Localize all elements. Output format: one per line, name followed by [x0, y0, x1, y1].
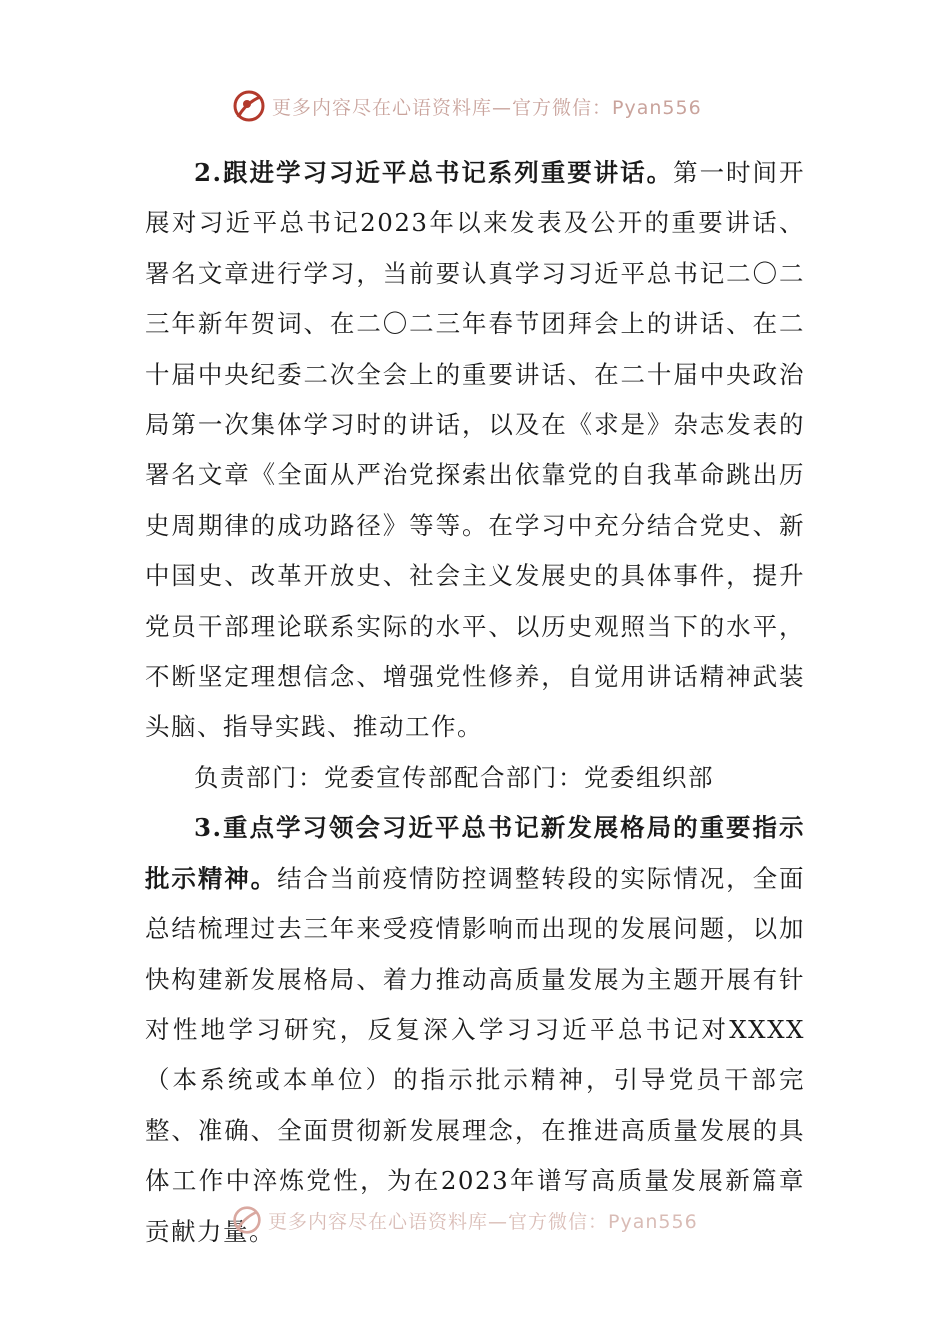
- paragraph-3: [145, 803, 805, 1257]
- footer-watermark-text: 更多内容尽在心语资料库—官方微信：Pyan556: [268, 1210, 698, 1233]
- header-watermark-text: 更多内容尽在心语资料库—官方微信：Pyan556: [272, 96, 702, 119]
- document-body: [145, 148, 805, 1257]
- logo-icon: [232, 89, 266, 123]
- paragraph-3-body: 结合当前疫情防控调整转段的实际情况，全面总结梳理过去三年来受疫情影响而出现的发展问题，以加快构建新发展格局、着力推动高质量发展为主题开展有针对性地学习研究，反复深入学习习近平总书记对XXXX（本系统或本单位）的指示批示精神，引导党员干部完整、准确、全面贯彻新发展理念，在推进高质量发展的具体工作中淬炼党性，为在2023年谱写高质量发展新篇章贡献力量。: [145, 863, 806, 1246]
- paragraph-2-heading: 2.跟进学习习近平总书记系列重要讲话。: [194, 158, 674, 187]
- footer-watermark: [232, 1206, 752, 1234]
- footer-logo-icon: [232, 1206, 262, 1234]
- paragraph-2-body: 第一时间开展对习近平总书记2023年以来发表及公开的重要讲话、署名文章进行学习，当前要认真学习习近平总书记二〇二三年新年贺词、在二〇二三年春节团拜会上的讲话、在二十届中央纪委二次全会上的重要讲话、在二十届中央政治局第一次集体学习时的讲话，以及在《求是》杂志发表的署名文章《全面从严治党探索出依靠党的自我革命跳出历史周期律的成功路径》等等。在学习中充分结合党史、新中国史、改革开放史、社会主义发展史的具体事件，提升党员干部理论联系实际的水平、以历史观照当下的水平，不断坚定理想信念、增强党性修养，自觉用讲话精神武装头脑、指导实践、推动工作。: [145, 158, 806, 742]
- header-watermark: [232, 86, 752, 126]
- responsible-departments: 负责部门：党委宣传部配合部门：党委组织部: [194, 762, 714, 792]
- paragraph-2: [145, 148, 805, 753]
- paragraph-3-heading: 3.重点学习领会习近平总书记新发展格局的重要指示批示精神。: [145, 813, 805, 893]
